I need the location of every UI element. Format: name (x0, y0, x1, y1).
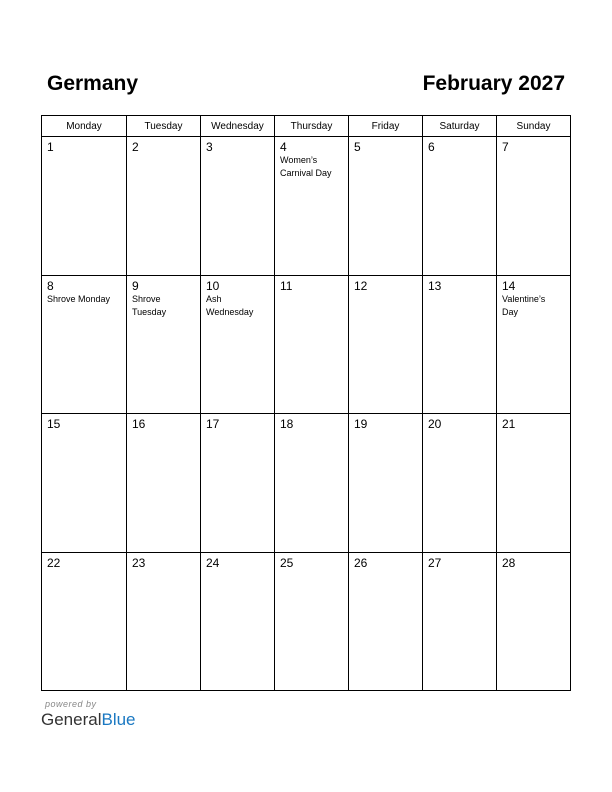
day-number: 9 (132, 279, 139, 293)
weekday-header-sunday: Sunday (516, 121, 551, 132)
weekday-header-wednesday: Wednesday (201, 116, 275, 136)
day-number: 2 (132, 140, 139, 154)
day-number: 12 (354, 279, 368, 293)
day-number: 28 (502, 556, 516, 570)
day-cell[interactable] (497, 414, 570, 552)
brand-part-general: General (41, 710, 102, 729)
day-number: 26 (354, 556, 368, 570)
weekday-header-row (42, 116, 570, 137)
day-cell[interactable] (423, 414, 497, 552)
day-cell[interactable] (275, 414, 349, 552)
day-cell[interactable] (42, 137, 127, 275)
day-number: 22 (47, 556, 61, 570)
day-number: 17 (206, 417, 220, 431)
day-cell[interactable] (275, 137, 349, 275)
day-number: 6 (428, 140, 435, 154)
day-number: 1 (47, 140, 54, 154)
week-row (42, 414, 570, 553)
day-number: 7 (502, 140, 509, 154)
day-cell[interactable] (423, 276, 497, 413)
day-number: 16 (132, 417, 146, 431)
country-title: Germany (47, 72, 139, 95)
day-cell[interactable] (423, 553, 497, 690)
day-cell[interactable] (127, 553, 201, 690)
day-number: 11 (280, 279, 293, 293)
day-cell[interactable] (275, 276, 349, 413)
day-cell[interactable] (42, 276, 127, 413)
day-number: 4 (280, 140, 287, 154)
weekday-header-tuesday: Tuesday (127, 116, 201, 136)
holiday-label: Wednesday (206, 307, 254, 317)
day-cell[interactable] (349, 137, 423, 275)
day-number: 10 (206, 279, 220, 293)
day-cell[interactable] (497, 137, 570, 275)
weekday-header-thursday: Thursday (275, 116, 349, 136)
generalblue-logo[interactable] (41, 709, 136, 731)
holiday-label: Women’s (280, 155, 318, 165)
day-cell[interactable] (201, 414, 275, 552)
day-number: 19 (354, 417, 368, 431)
day-cell[interactable] (127, 137, 201, 275)
day-number: 24 (206, 556, 220, 570)
day-number: 18 (280, 417, 294, 431)
weekday-header-friday: Friday (349, 116, 423, 136)
day-number: 25 (280, 556, 294, 570)
day-cell[interactable] (349, 553, 423, 690)
day-number: 5 (354, 140, 361, 154)
day-cell[interactable] (275, 553, 349, 690)
day-cell[interactable] (127, 414, 201, 552)
day-number: 13 (428, 279, 442, 293)
holiday-label: Shrove Monday (47, 294, 111, 304)
weekday-header-monday: Monday (42, 116, 127, 136)
day-number: 23 (132, 556, 146, 570)
powered-by-label: powered by (45, 699, 97, 709)
holiday-label: Tuesday (132, 307, 167, 317)
holiday-label: Valentine’s (502, 294, 546, 304)
day-number: 3 (206, 140, 213, 154)
day-cell[interactable] (201, 553, 275, 690)
holiday-label: Carnival Day (280, 168, 332, 178)
calendar-grid (41, 115, 571, 691)
day-cell[interactable] (349, 276, 423, 413)
day-cell[interactable] (127, 276, 201, 413)
day-cell[interactable] (423, 137, 497, 275)
day-number: 14 (502, 279, 516, 293)
day-cell[interactable] (201, 137, 275, 275)
day-cell[interactable] (497, 276, 570, 413)
day-number: 8 (47, 279, 54, 293)
weekday-header-saturday: Saturday (423, 116, 497, 136)
day-cell[interactable] (42, 414, 127, 552)
holiday-label: Day (502, 307, 519, 317)
day-number: 27 (428, 556, 442, 570)
week-row (42, 553, 570, 690)
brand-part-blue: Blue (101, 710, 136, 729)
week-row (42, 137, 570, 276)
day-cell[interactable] (42, 553, 127, 690)
day-cell[interactable] (201, 276, 275, 413)
month-year-title: February 2027 (422, 72, 565, 95)
day-number: 20 (428, 417, 442, 431)
holiday-label: Ash (206, 294, 222, 304)
holiday-label: Shrove (132, 294, 161, 304)
day-cell[interactable] (349, 414, 423, 552)
day-number: 15 (47, 417, 61, 431)
day-number: 21 (502, 417, 516, 431)
day-cell[interactable] (497, 553, 570, 690)
week-row (42, 276, 570, 414)
